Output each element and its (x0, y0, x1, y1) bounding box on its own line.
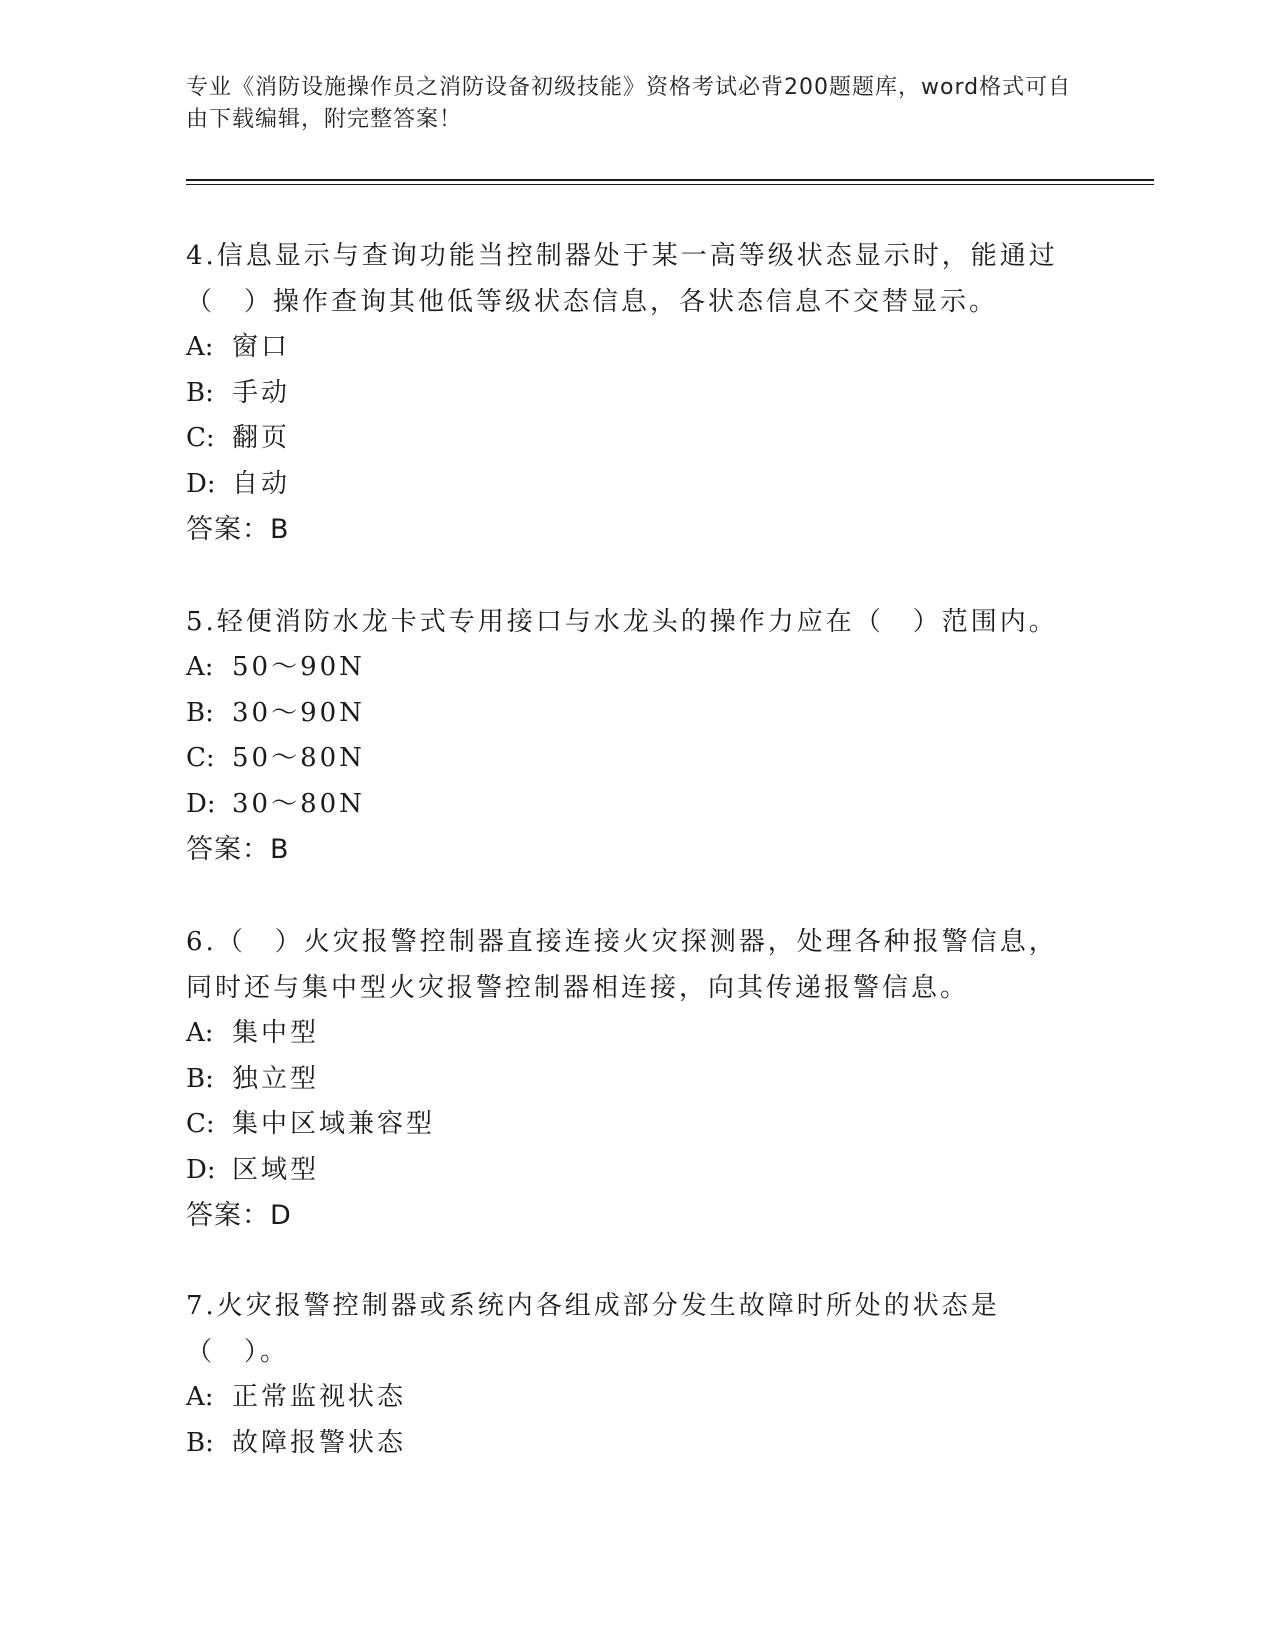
option-letter: D: (186, 468, 216, 499)
option-text: 独立型 (232, 1063, 320, 1094)
option-a (186, 1375, 1066, 1421)
option-text: 自动 (232, 468, 291, 499)
question-6 (186, 919, 1066, 1238)
option-a (186, 1011, 1066, 1057)
option-letter: A: (186, 652, 214, 682)
answer-line: 答案：B (186, 514, 290, 545)
document-header: 专业《消防设施操作员之消防设备初级技能》资格考试必背200题题库，word格式可自由下载编辑，附完整答案！ (186, 75, 1072, 132)
option-c (186, 736, 1066, 782)
option-letter: B: (186, 1063, 214, 1094)
question-5 (186, 599, 1066, 872)
question-stem: 4.信息显示与查询功能当控制器处于某一高等级状态显示时，能通过（ ）操作查询其他低等级状态信息，各状态信息不交替显示。 (186, 241, 1058, 317)
option-b (186, 1421, 1066, 1467)
option-d (186, 462, 1066, 508)
option-b (186, 371, 1066, 417)
option-letter: B: (186, 377, 214, 408)
option-a (186, 325, 1066, 371)
option-letter: C: (186, 743, 215, 773)
option-text: 集中型 (232, 1018, 320, 1048)
answer-line: 答案：B (186, 834, 290, 865)
option-text: 正常监视状态 (232, 1382, 407, 1412)
option-text: 手动 (232, 377, 291, 408)
option-text: 区域型 (232, 1154, 320, 1185)
option-letter: A: (186, 1382, 214, 1412)
option-text: 窗口 (232, 332, 291, 362)
option-a (186, 645, 1066, 691)
option-text: 集中区域兼容型 (232, 1109, 436, 1139)
question-stem: 5.轻便消防水龙卡式专用接口与水龙头的操作力应在（ ）范围内。 (186, 607, 1058, 637)
option-letter: D: (186, 1154, 216, 1185)
option-c (186, 1102, 1066, 1148)
option-c (186, 416, 1066, 462)
option-letter: B: (186, 697, 214, 728)
question-7 (186, 1283, 1066, 1466)
header-rule-bottom (186, 184, 1154, 185)
option-text: 50～90N (232, 652, 365, 682)
option-text: 翻页 (232, 423, 291, 453)
option-text: 30～80N (232, 788, 365, 819)
option-d (186, 782, 1066, 828)
option-letter: A: (186, 332, 214, 362)
option-text: 50～80N (232, 743, 365, 773)
question-stem: 7.火灾报警控制器或系统内各组成部分发生故障时所处的状态是（ ）。 (186, 1291, 1000, 1367)
option-b (186, 691, 1066, 737)
option-text: 30～90N (232, 697, 365, 728)
option-d (186, 1148, 1066, 1194)
answer-line: 答案：D (186, 1200, 292, 1231)
question-4 (186, 233, 1066, 552)
option-letter: C: (186, 423, 215, 453)
question-stem: 6.（ ）火灾报警控制器直接连接火灾探测器，处理各种报警信息，同时还与集中型火灾报警控制器相连接，向其传递报警信息。 (186, 927, 1058, 1003)
option-text: 故障报警状态 (232, 1427, 407, 1458)
option-letter: A: (186, 1018, 214, 1048)
option-letter: C: (186, 1109, 215, 1139)
option-letter: B: (186, 1427, 214, 1458)
option-b (186, 1057, 1066, 1103)
header-rule-top (186, 179, 1154, 181)
option-letter: D: (186, 788, 216, 819)
